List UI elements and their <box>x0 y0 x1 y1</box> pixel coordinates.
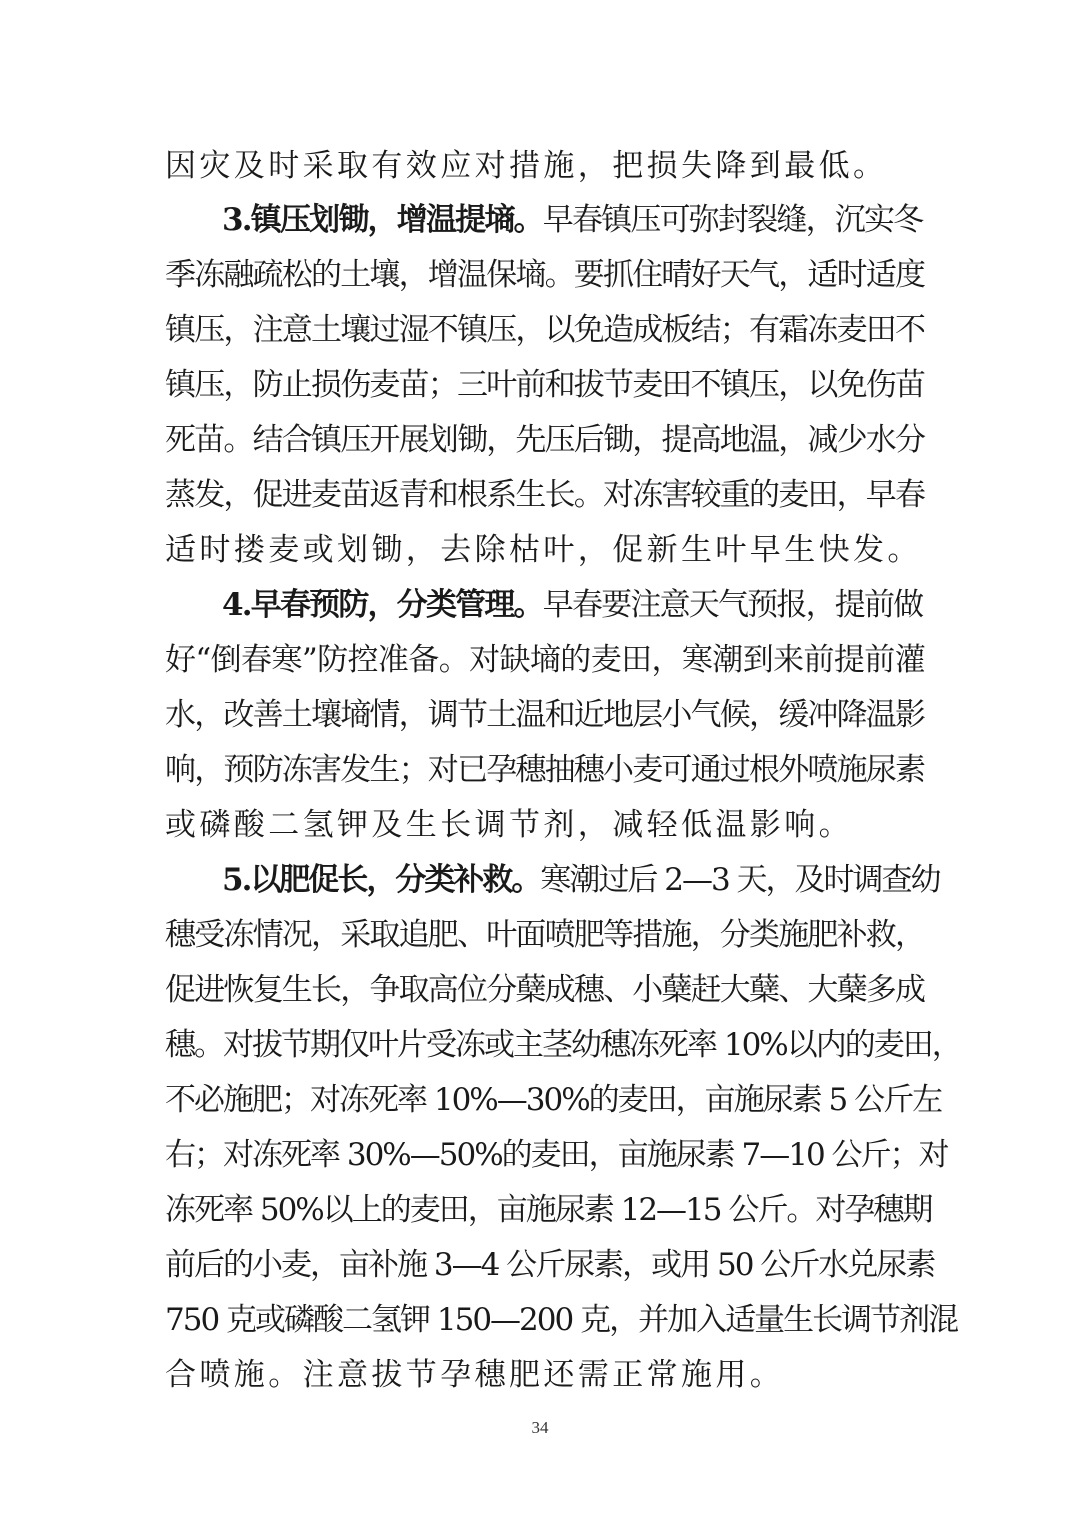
text-line-11: 水，改善土壤墒情，调节土温和近地层小气候，缓冲降温影 <box>165 697 925 733</box>
text-line-19: 右；对冻死率 30%—50%的麦田，亩施尿素 7—10 公斤；对 <box>165 1137 948 1173</box>
text-line-5: 镇压，防止损伤麦苗；三叶前和拔节麦田不镇压，以免伤苗 <box>165 367 925 403</box>
text-line-10: 好“倒春寒”防控准备。对缺墒的麦田，寒潮到来前提前灌 <box>165 642 926 678</box>
text-line-21: 前后的小麦，亩补施 3—4 公斤尿素，或用 50 公斤水兑尿素 <box>165 1247 935 1283</box>
section-heading-3: 3.镇压划锄，增温提墒。 <box>222 202 543 238</box>
text-line-15: 穗受冻情况，采取追肥、叶面喷肥等措施，分类施肥补救， <box>165 917 925 953</box>
text-line-9-body: 早春要注意天气预报，提前做 <box>542 587 923 623</box>
text-line-22: 750 克或磷酸二氢钾 150—200 克，并加入适量生长调节剂混 <box>165 1302 958 1338</box>
text-line-2 <box>222 200 925 240</box>
text-line-4: 镇压，注意土壤过湿不镇压，以免造成板结；有霜冻麦田不 <box>165 312 925 348</box>
text-line-8: 适时搂麦或划锄，去除枯叶，促新生叶早生快发。 <box>165 532 922 568</box>
text-line-6: 死苗。结合镇压开展划锄，先压后锄，提高地温，减少水分 <box>165 422 925 458</box>
text-line-3: 季冻融疏松的土壤，增温保墒。要抓住晴好天气，适时适度 <box>165 257 925 293</box>
text-line-18: 不必施肥；对冻死率 10%—30%的麦田，亩施尿素 5 公斤左 <box>165 1082 942 1118</box>
text-line-9 <box>222 585 925 625</box>
text-line-16: 促进恢复生长，争取高位分蘖成穗、小蘖赶大蘖、大蘖多成 <box>165 972 925 1008</box>
text-line-23: 合喷施。注意拔节孕穗肥还需正常施用。 <box>165 1357 785 1393</box>
text-line-13: 或磷酸二氢钾及生长调节剂，减轻低温影响。 <box>165 807 853 843</box>
text-line-7: 蒸发，促进麦苗返青和根系生长。对冻害较重的麦田，早春 <box>165 477 925 513</box>
text-line-2-body: 早春镇压可弥封裂缝，沉实冬 <box>542 202 923 238</box>
text-line-1: 因灾及时采取有效应对措施，把损失降到最低。 <box>165 148 888 184</box>
section-heading-5: 5.以肥促长，分类补救。 <box>222 862 541 898</box>
text-line-20: 冻死率 50%以上的麦田，亩施尿素 12—15 公斤。对孕穗期 <box>165 1192 932 1228</box>
text-line-17: 穗。对拔节期仅叶片受冻或主茎幼穗冻死率 10%以内的麦田， <box>165 1027 961 1063</box>
text-line-12: 响，预防冻害发生；对已孕穗抽穗小麦可通过根外喷施尿素 <box>165 752 925 788</box>
text-line-14 <box>222 860 940 900</box>
page-number: 34 <box>531 1418 549 1437</box>
section-heading-4: 4.早春预防，分类管理。 <box>222 587 543 623</box>
text-line-14-body: 寒潮过后 2—3 天，及时调查幼 <box>540 862 940 898</box>
